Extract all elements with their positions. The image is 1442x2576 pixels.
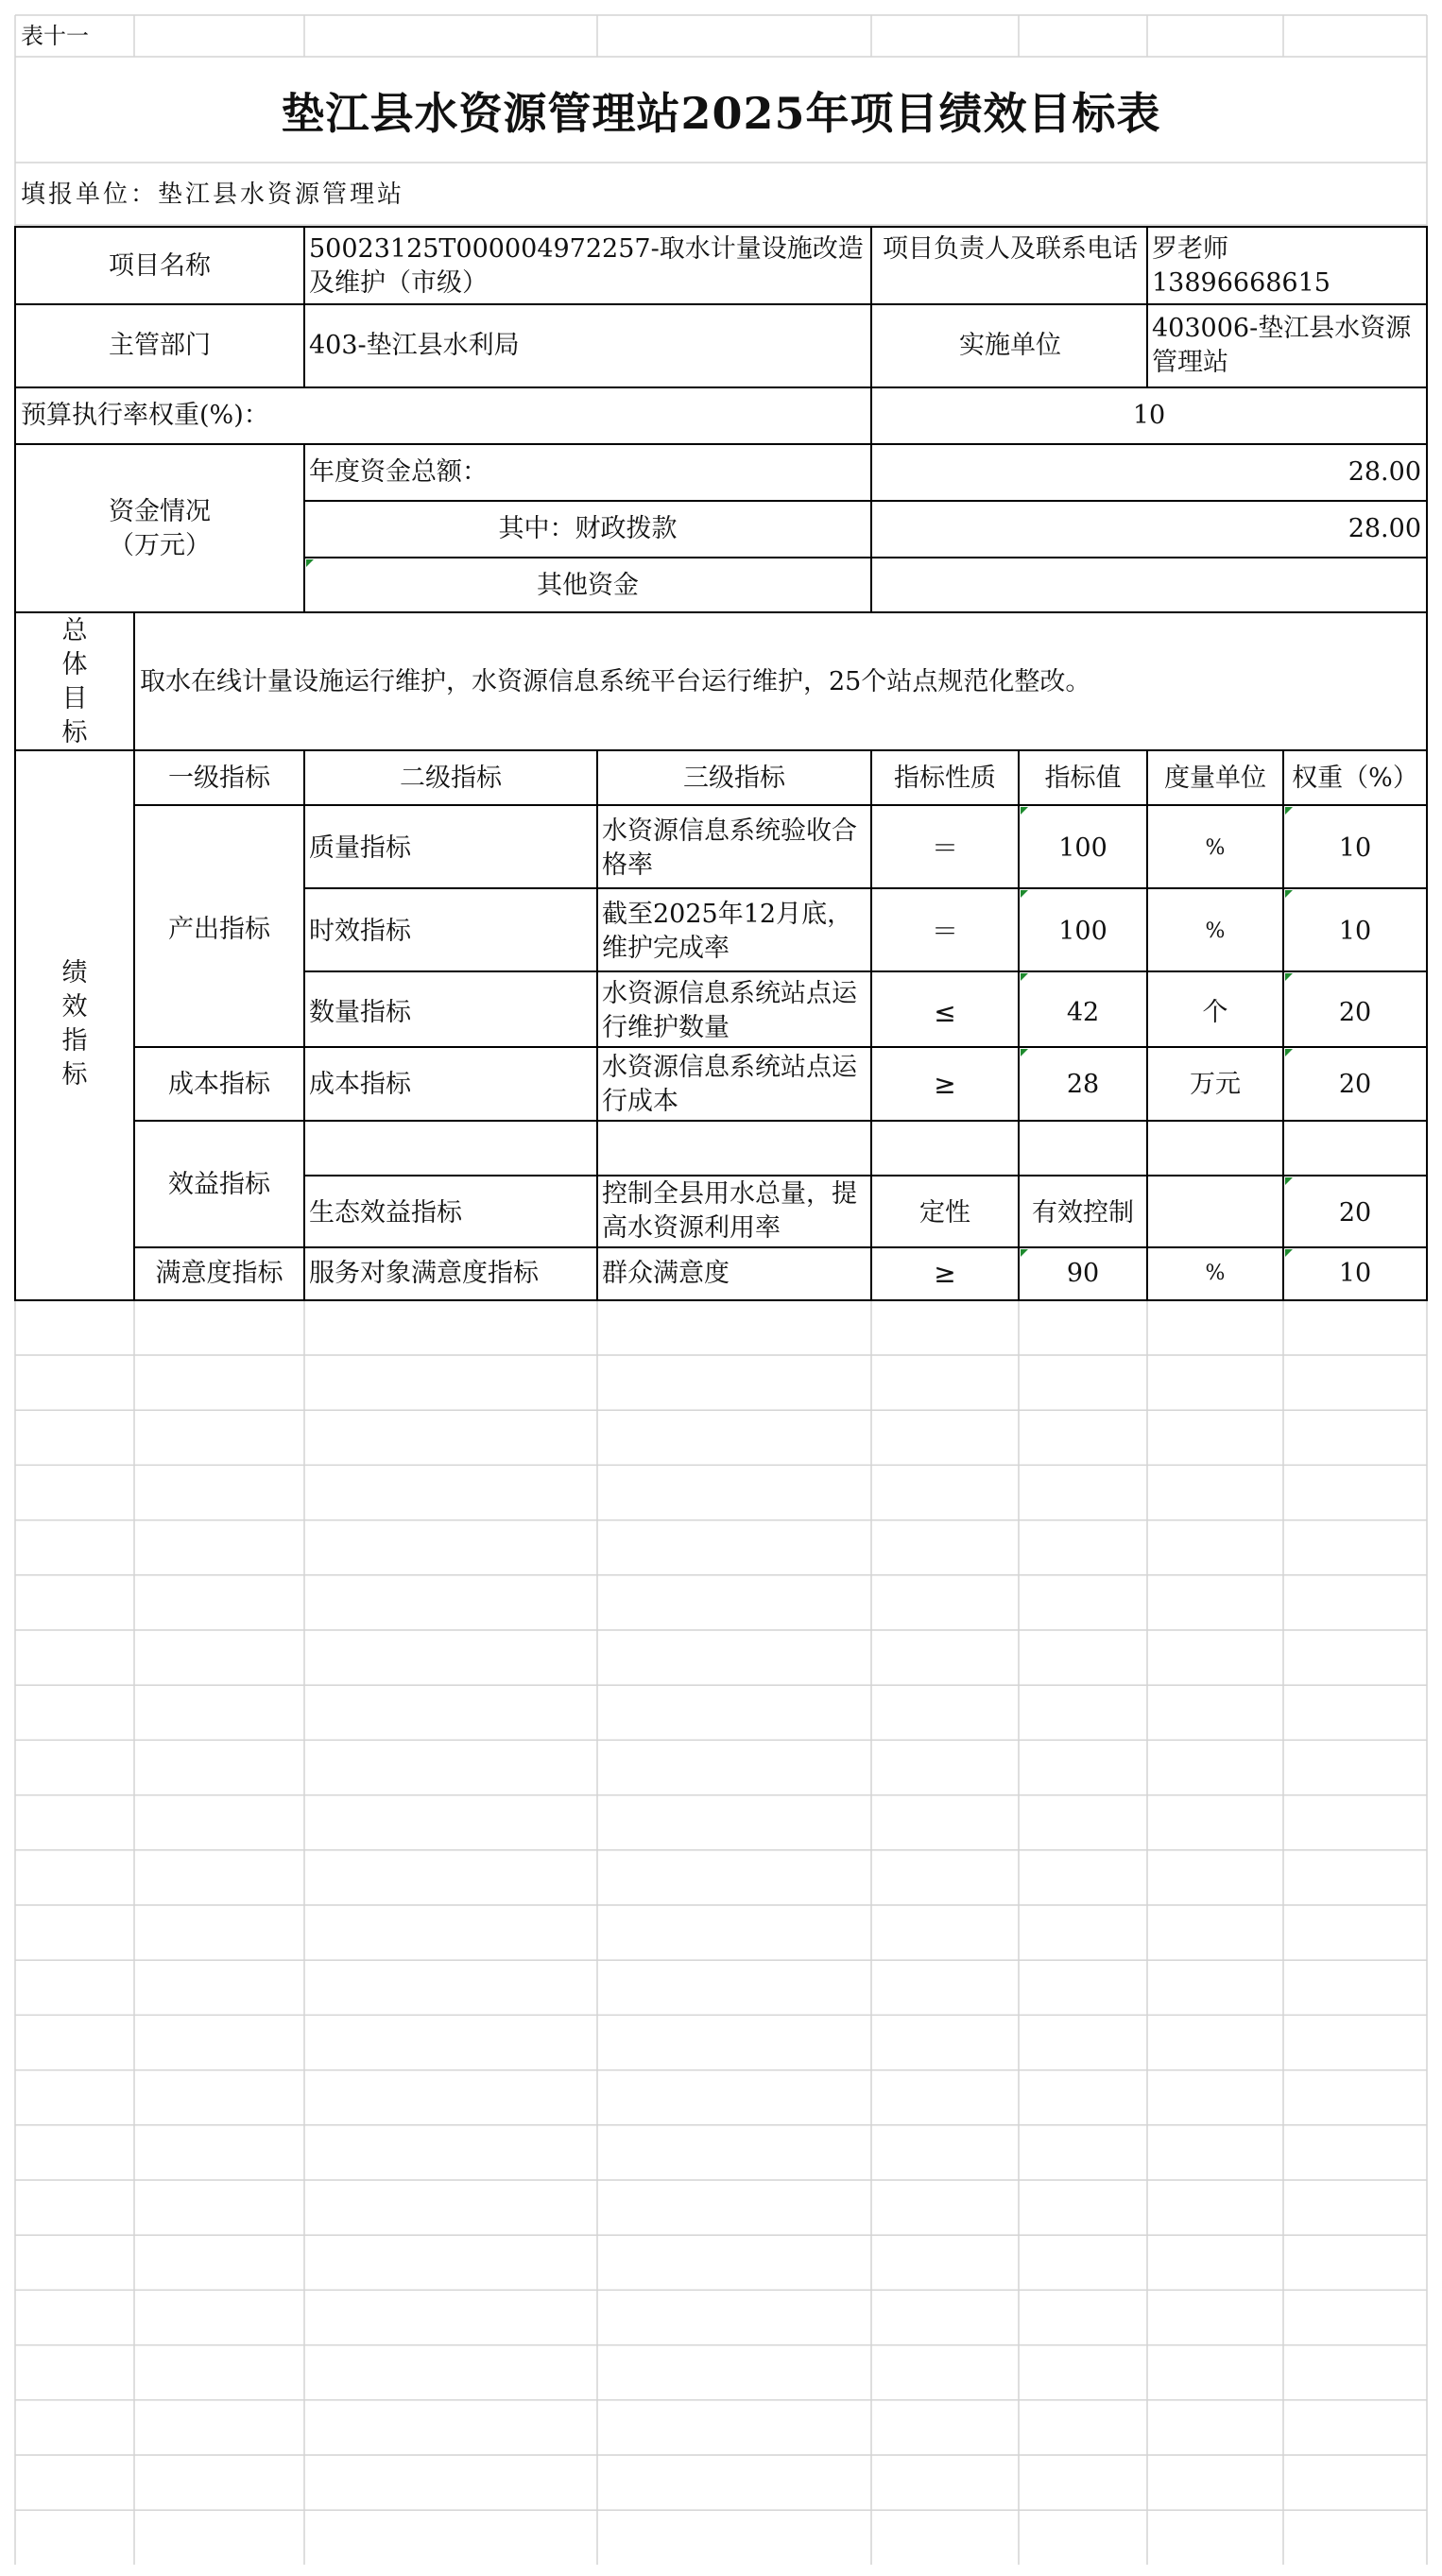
row-value: 42: [1066, 998, 1100, 1027]
annual-funds-label: 年度资金总额：: [309, 457, 488, 487]
row-level2: 生态效益指标: [309, 1198, 462, 1228]
row-unit: %: [1205, 1262, 1226, 1285]
row-level3: 截至2025年12月底，维护完成率: [602, 900, 853, 963]
impl-value: 403006-垫江县水资源管理站: [1152, 314, 1412, 377]
header-level3: 三级指标: [683, 764, 785, 793]
goal-text: 取水在线计量设施运行维护，水资源信息系统平台运行维护，25个站点规范化整改。: [140, 667, 1091, 696]
row-level2: 质量指标: [309, 833, 411, 863]
row-nature: 定性: [919, 1198, 970, 1228]
dept-label: 主管部门: [109, 331, 211, 360]
row-value: 100: [1058, 833, 1107, 863]
cell-marker-icon: [306, 559, 314, 567]
row-weight: 20: [1338, 998, 1372, 1027]
goal-label: 总 体 目 标: [61, 616, 88, 747]
row-value: 100: [1058, 917, 1107, 946]
cell-marker-icon: [1285, 1249, 1293, 1257]
row-level3: 控制全县用水总量，提高水资源利用率: [602, 1179, 857, 1243]
row-level3: 水资源信息系统站点运行成本: [602, 1053, 857, 1116]
budget-weight-label: 预算执行率权重(%)：: [21, 401, 269, 430]
row-weight: 10: [1338, 833, 1372, 863]
page-title: 垫江县水资源管理站2025年项目绩效目标表: [281, 88, 1161, 139]
row-nature: ＝: [931, 833, 958, 864]
row-weight: 10: [1338, 917, 1372, 946]
cell-marker-icon: [1021, 807, 1028, 815]
cell-marker-icon: [1021, 1049, 1028, 1056]
cell-marker-icon: [1285, 807, 1293, 815]
header-level2: 二级指标: [400, 764, 502, 793]
impl-label: 实施单位: [959, 331, 1061, 360]
fill-unit: 填报单位：垫江县水资源管理站: [21, 180, 405, 209]
row-weight: 20: [1338, 1070, 1372, 1099]
group-benefit: 效益指标: [168, 1170, 270, 1199]
project-name-value: 50023125T000004972257-取水计量设施改造及维护（市级）: [309, 234, 864, 298]
row-value: 28: [1066, 1070, 1100, 1099]
header-level1: 一级指标: [168, 764, 270, 793]
sheet-label: 表十一: [21, 23, 89, 49]
row-level2: 时效指标: [309, 917, 411, 946]
header-weight: 权重（%）: [1292, 764, 1418, 793]
row-level2: 服务对象满意度指标: [309, 1259, 539, 1288]
funds-label: 资金情况 （万元）: [109, 497, 211, 560]
group-output: 产出指标: [168, 915, 270, 944]
cell-marker-icon: [1021, 890, 1028, 898]
other-funds-label: 其他资金: [537, 571, 639, 600]
row-value: 90: [1066, 1259, 1100, 1288]
header-nature: 指标性质: [894, 764, 996, 793]
cell-marker-icon: [1285, 890, 1293, 898]
indicators-section-label: 绩 效 指 标: [61, 958, 88, 1090]
contact-value: 罗老师 13896668615: [1152, 234, 1330, 298]
group-satisfaction: 满意度指标: [155, 1259, 283, 1288]
fiscal-funds-label: 其中：财政拨款: [498, 514, 678, 543]
row-weight: 20: [1338, 1198, 1372, 1228]
cell-marker-icon: [1285, 973, 1293, 981]
row-level2: 数量指标: [309, 998, 411, 1027]
row-level3: 水资源信息系统站点运行维护数量: [602, 979, 857, 1042]
row-unit: %: [1205, 919, 1226, 943]
cell-marker-icon: [1021, 1249, 1028, 1257]
budget-weight-value: 10: [1132, 401, 1166, 430]
row-unit: 万元: [1190, 1070, 1241, 1099]
cell-marker-icon: [1021, 973, 1028, 981]
row-weight: 10: [1338, 1259, 1372, 1288]
row-unit: %: [1205, 836, 1226, 860]
row-level3: 水资源信息系统验收合格率: [602, 816, 857, 880]
row-value: 有效控制: [1032, 1198, 1134, 1228]
cell-marker-icon: [1285, 1049, 1293, 1056]
header-value: 指标值: [1044, 764, 1122, 793]
cell-marker-icon: [1285, 1177, 1293, 1185]
header-unit: 度量单位: [1164, 764, 1266, 793]
row-level3: 群众满意度: [602, 1259, 730, 1288]
row-unit: 个: [1202, 998, 1228, 1027]
row-nature: ≥: [934, 1069, 956, 1100]
row-nature: ＝: [931, 916, 958, 947]
project-name-label: 项目名称: [109, 251, 211, 281]
contact-label: 项目负责人及联系电话: [883, 234, 1138, 264]
annual-funds-value: 28.00: [1348, 457, 1421, 487]
row-nature: ≤: [934, 997, 956, 1028]
row-nature: ≥: [934, 1258, 956, 1289]
group-cost: 成本指标: [168, 1070, 270, 1099]
row-level2: 成本指标: [309, 1070, 411, 1099]
fiscal-funds-value: 28.00: [1348, 514, 1421, 543]
dept-value: 403-垫江县水利局: [309, 331, 520, 360]
